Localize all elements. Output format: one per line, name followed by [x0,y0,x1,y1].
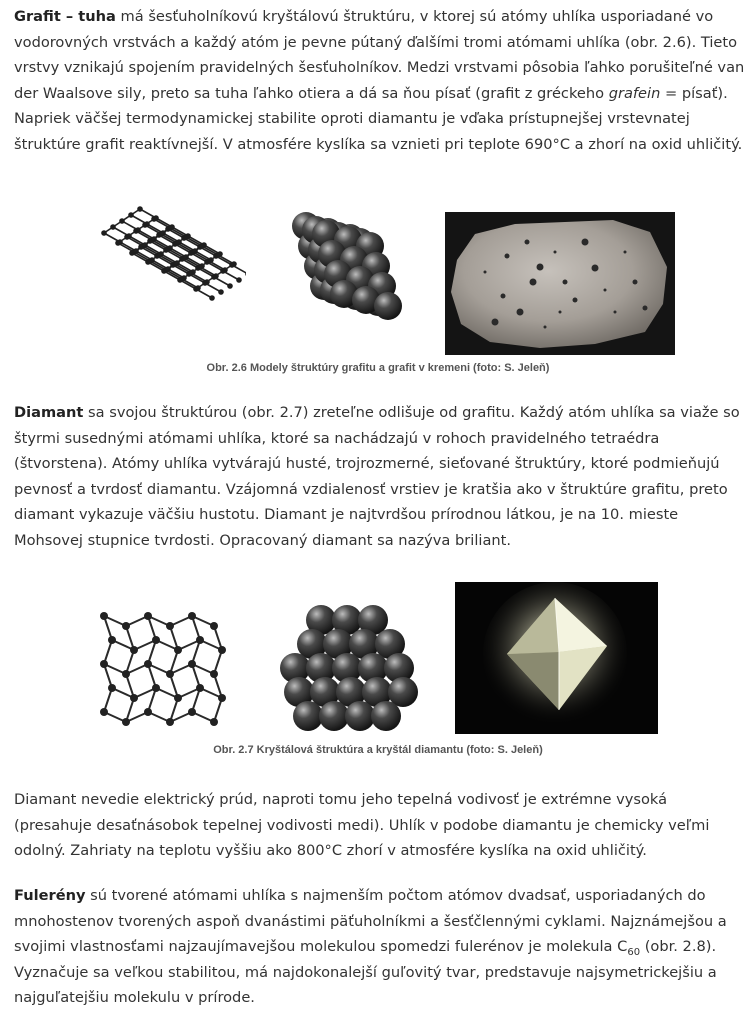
term-fullerenes: Fulerény [14,887,86,904]
paragraph-diamond-text: sa svojou štruktúrou (obr. 2.7) zreteľne odlišuje od grafitu. Každý atóm uhlíka sa viaže so štyrmi susednými atómami uhlíka, ktoré sa nachádzajú v rohoch pravidelného tetraédra (štvorstena). Atómy uhlíka vytvárajú husté, trojrozmerné, sieťované štruktúry, ktoré podmieňujú pevnosť a tvrdosť diamantu. Vzájomná vzdialenosť vrstiev je kratšia ako v štruktúre grafitu, preto diamant vykazuje väčšiu hustotu. Diamant je najtvrdšou prírodnou látkou, je na 10. mieste Mohsovej stupnice tvrdosti. Opracovaný diamant sa nazýva briliant. [14,404,740,549]
diamond-space-filling-model [272,598,422,740]
paragraph-graphite-text: má šesťuholníkovú kryštálovú štruktúru, v ktorej sú atómy uhlíka usporiadané vo vodorovných vrstvách a každý atóm je pevne pútaný ďalšími tromi atómami uhlíka (obr. 2.6). Tieto vrstvy vznikajú spojením pravidelných šesťuholníkov. Medzi vrstvami pôsobia ľahko porušiteľné van der Waalsove sily, preto sa tuha ľahko otiera a dá sa ňou písať (grafit z gréckeho [14,8,745,102]
paragraph-fullerenes-text-2: (obr. 2.8). Vyznačuje sa veľkou stabilitou, má najdokonalejší guľovitý tvar, predstavuje najsymetrickejšiu a najguľatejšiu molekulu v prírode. [14,938,717,1006]
paragraph-diamond [14,400,746,553]
paragraph-diamond-properties: Diamant nevedie elektrický prúd, naproti tomu jeho tepelná vodivosť je extrémne vysoká (presahuje desaťnásobok tepelnej vodivosti medi). Uhlík v podobe diamantu je chemicky veľmi odolný. Zahriaty na teplotu vyššiu ako 800°C zhorí v atmosfére kyslíka na oxid uhličitý. [14,791,710,859]
graphite-in-quartz-photo [445,212,675,355]
figure-2-7-caption: Obr. 2.7 Kryštálová štruktúra a kryštál diamantu (foto: S. Jeleň) [213,744,543,756]
subscript-60: 60 [627,946,641,958]
diamond-ball-stick-model [94,598,244,730]
term-diamond: Diamant [14,404,84,421]
paragraph-graphite [14,4,746,157]
figure-2-6-caption: Obr. 2.6 Modely štruktúry grafitu a grafit v kremeni (foto: S. Jeleň) [206,362,550,374]
term-graphite: Grafit – tuha [14,8,116,25]
paragraph-fullerenes-text: sú tvorené atómami uhlíka s najmenším počtom atómov dvadsať, usporiadaných do mnohostenov tvorených aspoň dvanástimi päťuholníkmi a šesťčlennými cyklami. Najznámejšou a svojimi vlastnosťami najzaujímavejšou molekulou spomedzi fulerénov je molekula C [14,887,727,955]
greek-word: grafein [608,84,661,102]
graphite-ball-stick-model [96,205,246,335]
paragraph-fullerenes [14,883,746,1011]
graphite-space-filling-model [278,208,418,348]
paragraph-graphite-text-2: = písať). Napriek väčšej termodynamickej stabilite oproti diamantu je vďaka prístupnejšej vrstevnatej štruktúre grafit reaktívnejší. V atmosfére kyslíka sa vznieti pri teplote 690°C a zhorí na oxid uhličitý. [14,84,743,153]
diamond-crystal-photo [455,582,658,734]
